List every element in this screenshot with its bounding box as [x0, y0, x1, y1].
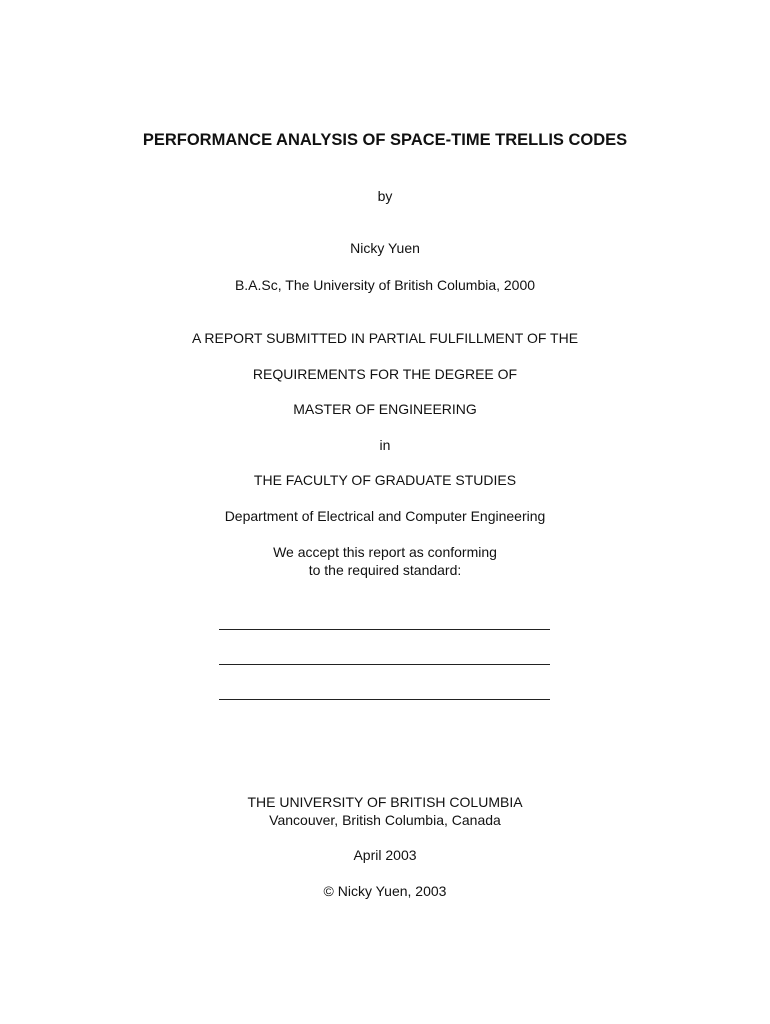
faculty-name: THE FACULTY OF GRADUATE STUDIES: [253, 472, 517, 488]
copyright-notice: © Nicky Yuen, 2003: [323, 883, 447, 899]
university-location: Vancouver, British Columbia, Canada: [269, 812, 501, 828]
degree-name: MASTER OF ENGINEERING: [293, 401, 477, 417]
submission-date: April 2003: [353, 847, 417, 863]
department-name: Department of Electrical and Computer Engineering: [224, 508, 546, 524]
report-title: PERFORMANCE ANALYSIS OF SPACE-TIME TRELLIS CODES: [142, 131, 628, 149]
acceptance-line-1: We accept this report as conforming: [273, 544, 497, 560]
submission-line-1: A REPORT SUBMITTED IN PARTIAL FULFILLMENT OF THE: [191, 330, 579, 346]
signature-line: [219, 629, 550, 630]
signature-line: [219, 699, 550, 700]
by-text: by: [377, 188, 393, 204]
university-name: THE UNIVERSITY OF BRITISH COLUMBIA: [247, 794, 523, 810]
signature-line: [219, 664, 550, 665]
author-name: Nicky Yuen: [350, 240, 420, 256]
prior-degree: B.A.Sc, The University of British Columbia, 2000: [234, 277, 536, 293]
acceptance-line-2: to the required standard:: [308, 562, 462, 578]
submission-line-2: REQUIREMENTS FOR THE DEGREE OF: [252, 366, 518, 382]
in-text: in: [379, 437, 391, 453]
